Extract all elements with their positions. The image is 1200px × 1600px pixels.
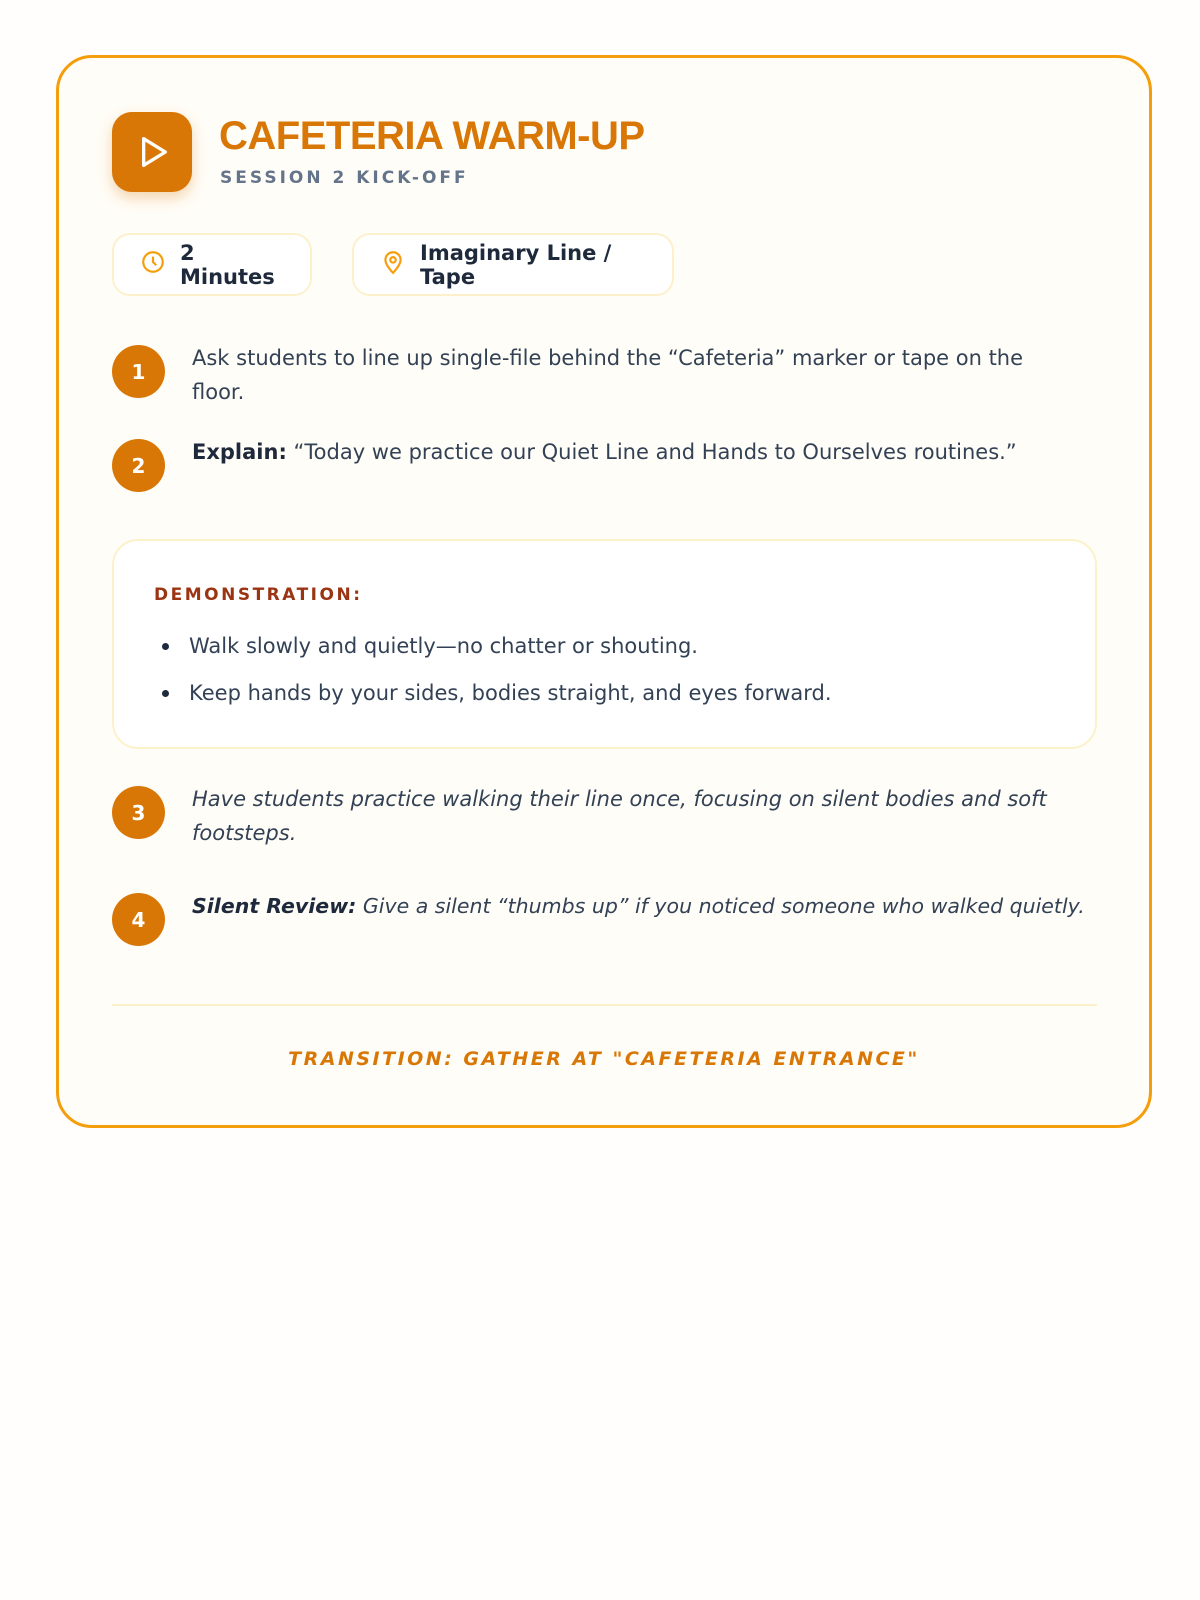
page-title: CAFETERIA WARM-UP <box>219 114 645 158</box>
step-label: Explain: <box>192 440 287 464</box>
step-text: Ask students to line up single-file behind the “Cafeteria” marker or tape on the floor. <box>192 346 1024 404</box>
step-4 <box>112 893 1092 946</box>
step-text <box>192 889 1092 946</box>
page-subtitle: SESSION 2 KICK-OFF <box>220 168 469 188</box>
duration-badge <box>112 233 312 296</box>
step-number: 4 <box>112 893 165 946</box>
step-number: 3 <box>112 786 165 839</box>
transition-note: TRANSITION: GATHER AT "CAFETERIA ENTRANCE" <box>288 1048 920 1070</box>
list-item: Keep hands by your sides, bodies straight, and eyes forward. <box>154 670 832 717</box>
clock-icon <box>140 249 166 280</box>
step-number: 1 <box>112 345 165 398</box>
step-body: “Today we practice our Quiet Line and Hands to Ourselves routines.” <box>286 440 1017 464</box>
step-text: Have students practice walking their line once, focusing on silent bodies and soft footsteps. <box>192 787 1047 845</box>
step-number: 2 <box>112 439 165 492</box>
demonstration-heading: DEMONSTRATION: <box>154 585 363 605</box>
divider <box>112 1004 1097 1006</box>
demonstration-list <box>154 623 832 717</box>
list-item: Walk slowly and quietly—no chatter or shouting. <box>154 623 832 670</box>
step-label: Silent Review: <box>192 894 357 918</box>
step-body: Give a silent “thumbs up” if you noticed someone who walked quietly. <box>356 894 1085 918</box>
play-icon <box>112 112 192 192</box>
location-label: Imaginary Line / Tape <box>420 240 612 289</box>
activity-card <box>56 55 1152 1128</box>
step-2 <box>112 439 1082 492</box>
step-1 <box>112 345 1082 409</box>
duration-label: 2 Minutes <box>180 240 275 289</box>
step-text <box>192 435 1082 492</box>
demonstration-box <box>112 539 1097 749</box>
map-pin-icon <box>380 249 406 280</box>
step-3 <box>112 786 1082 850</box>
location-badge <box>352 233 674 296</box>
